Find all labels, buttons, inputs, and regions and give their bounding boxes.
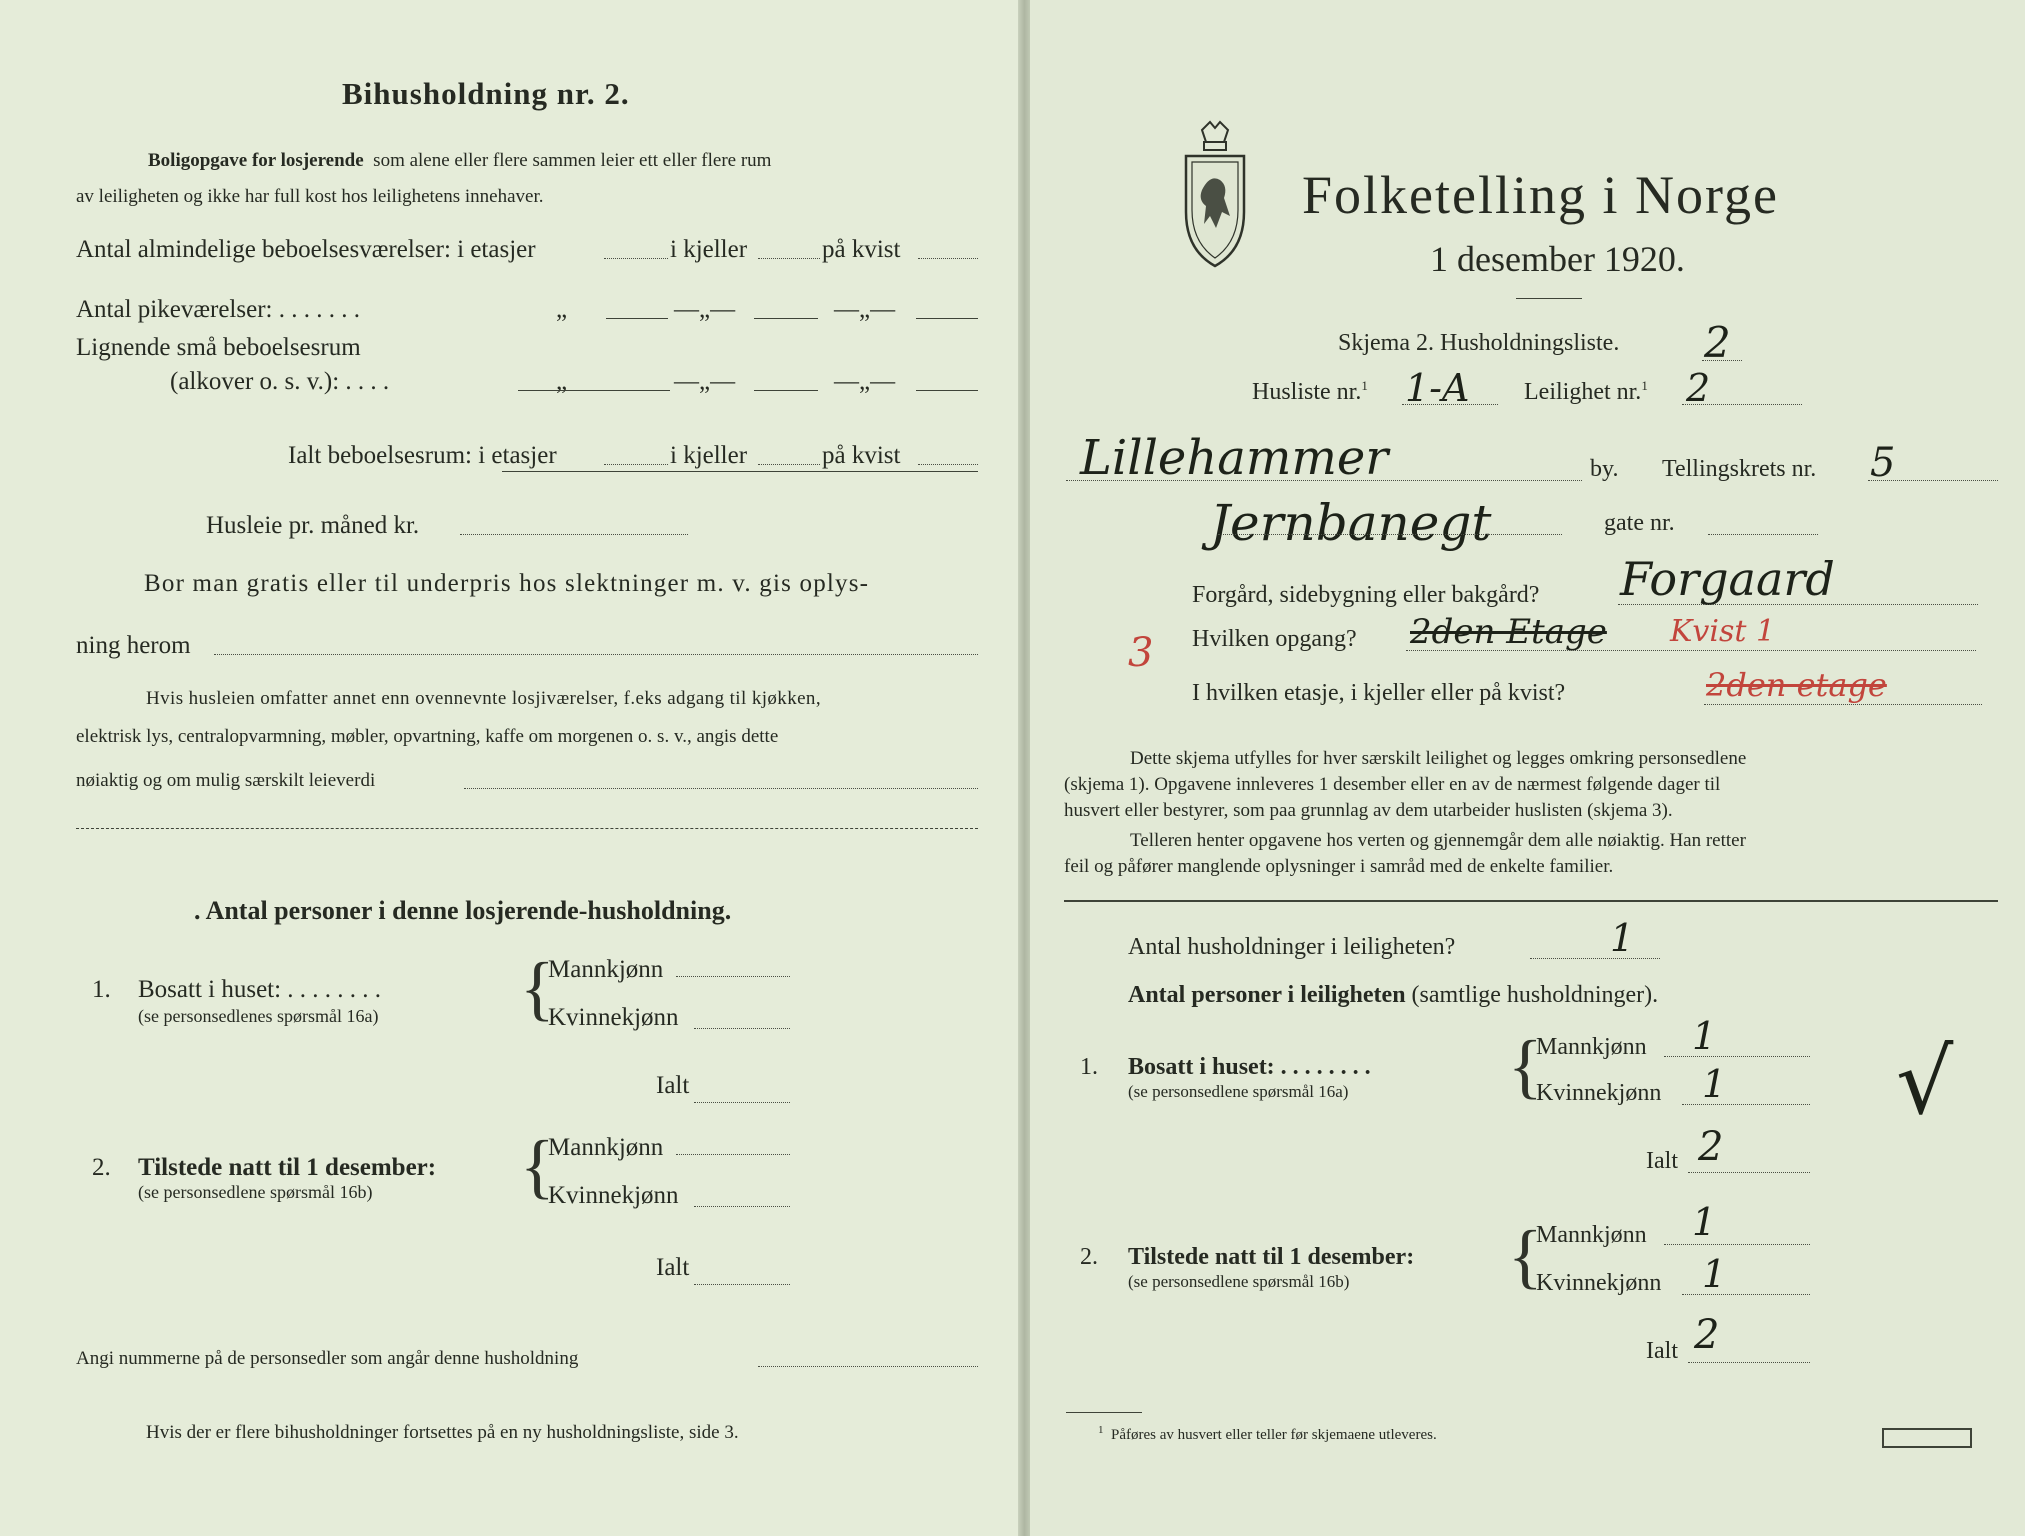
q1-brace: {	[520, 948, 555, 1028]
r-q1-label: Bosatt i huset: . . . . . . . .	[1128, 1054, 1371, 1080]
husliste-value: 1-A	[1405, 366, 1470, 410]
gate-field[interactable]	[1218, 534, 1562, 535]
note-line-5: feil og påfører manglende oplysninger i samråd med de enkelte familier.	[1064, 856, 1614, 877]
note-line-1: Dette skjema utfylles for hver særskilt leilighet og legges omkring personsedlene	[1130, 748, 1747, 769]
pike-ditto-3: —„—	[834, 296, 896, 323]
r-q2-mann-label: Mannkjønn	[1536, 1222, 1647, 1248]
r-q1-mann-field[interactable]	[1664, 1056, 1810, 1057]
lignende-ditto-3: —„—	[834, 368, 896, 395]
q2-mann-field[interactable]	[676, 1154, 790, 1155]
hvilken-value: 2den Etage	[1410, 612, 1607, 652]
by-value: Lillehammer	[1080, 430, 1389, 486]
lignende-ditto: „	[556, 368, 568, 395]
r-q1-mann-value: 1	[1692, 1014, 1717, 1058]
r-q2-mann-field[interactable]	[1664, 1244, 1810, 1245]
leilighet-label: Leilighet nr.$^1$	[1524, 378, 1648, 405]
section-rule	[1064, 900, 1998, 902]
pike-kjeller-field[interactable]	[754, 318, 818, 319]
q2-mann-label: Mannkjønn	[548, 1134, 664, 1161]
husholdningsliste-field[interactable]	[1702, 360, 1742, 361]
angi-label: Angi nummerne på de personsedler som angår denne husholdning	[76, 1348, 579, 1369]
antal-alm-label: Antal almindelige beboelsesværelser: i etasjer	[76, 236, 536, 263]
intro-bold: Boligopgave for losjerende	[148, 150, 364, 171]
etasje-label: I hvilken etasje, i kjeller eller på kvist?	[1192, 680, 1566, 706]
coat-of-arms-icon	[1180, 120, 1250, 270]
q2-ref: (se personsedlene spørsmål 16b)	[138, 1182, 373, 1202]
forgaard-value: Forgaard	[1620, 552, 1835, 606]
alm-etasjer-field[interactable]	[604, 258, 668, 259]
angi-field[interactable]	[758, 1366, 978, 1367]
census-date: 1 desember 1920.	[1430, 239, 1685, 279]
lignende-label-2: (alkover o. s. v.): . . . .	[170, 368, 390, 395]
q2-ialt-label: Ialt	[656, 1254, 690, 1281]
husleie-label: Husleie pr. måned kr.	[206, 512, 420, 539]
hvilken-label: Hvilken opgang?	[1192, 626, 1357, 652]
right-title: Folketelling i Norge	[1302, 165, 1779, 225]
alm-kvist-field[interactable]	[918, 258, 978, 259]
intro-line-2: av leiligheten og ikke har full kost hos leilighetens innehaver.	[76, 186, 544, 207]
q2-label: Tilstede natt til 1 desember:	[138, 1154, 437, 1181]
q2-brace: {	[520, 1126, 555, 1206]
title-rule	[1516, 298, 1582, 299]
hvis-line-3: nøiaktig og om mulig særskilt leieverdi	[76, 770, 376, 791]
r-q1-kvinne-field[interactable]	[1682, 1104, 1810, 1105]
by-label: by.	[1590, 456, 1619, 482]
footnote: $^1$ Påføres av husvert eller teller før skjemaene utleveres.	[1098, 1424, 1437, 1443]
antal-hush-label: Antal husholdninger i leiligheten?	[1128, 934, 1456, 960]
husleie-field[interactable]	[460, 534, 688, 535]
q1-ref: (se personsedlenes spørsmål 16a)	[138, 1006, 379, 1026]
r-q2-num: 2.	[1080, 1244, 1098, 1270]
q1-ialt-label: Ialt	[656, 1072, 690, 1099]
antal-hush-field[interactable]	[1530, 958, 1660, 959]
r-q1-ialt-value: 2	[1698, 1124, 1724, 1170]
gate-value: Jernbanegt	[1210, 494, 1492, 552]
antal-personer-heading: . Antal personer i denne losjerende-husholdning.	[194, 896, 732, 925]
lignende-kvist-field[interactable]	[916, 390, 978, 391]
r-q2-brace: {	[1508, 1216, 1543, 1296]
husliste-label: Husliste nr.$^1$	[1252, 378, 1368, 405]
r-q2-label: Tilstede natt til 1 desember:	[1128, 1244, 1415, 1270]
r-q2-kvinne-value: 1	[1702, 1252, 1727, 1296]
hvilken-field[interactable]	[1406, 650, 1976, 651]
ialt-kvist-label: på kvist	[822, 442, 901, 469]
gate-nr-field[interactable]	[1708, 534, 1818, 535]
husholdningsliste-value: 2	[1704, 318, 1731, 367]
ialt-kjeller-label: i kjeller	[670, 442, 748, 469]
note-line-2: (skjema 1). Opgavene innleveres 1 desember eller en av de nærmest følgende dager til	[1064, 774, 1721, 795]
etasje-red-value: 2den etage	[1706, 666, 1887, 704]
q1-kvinne-label: Kvinnekjønn	[548, 1004, 679, 1031]
r-q1-ref: (se personsedlene spørsmål 16a)	[1128, 1082, 1349, 1101]
pike-ditto: „	[556, 296, 568, 323]
lignende-label-1: Lignende små beboelsesrum	[76, 334, 361, 361]
leieverdi-field[interactable]	[464, 788, 978, 789]
hvis-flere-text: Hvis der er flere bihusholdninger fortsettes på en ny husholdningsliste, side 3.	[146, 1422, 739, 1443]
forgaard-field[interactable]	[1618, 604, 1978, 605]
tellingskrets-value: 5	[1870, 440, 1896, 486]
tellingskrets-field[interactable]	[1868, 480, 1998, 481]
lignende-ditto-2: —„—	[674, 368, 736, 395]
antal-pers-rest: (samtlige husholdninger).	[1411, 982, 1659, 1008]
pike-ditto-2: —„—	[674, 296, 736, 323]
r-q2-ref: (se personsedlene spørsmål 16b)	[1128, 1272, 1350, 1291]
ialt-etasjer-field[interactable]	[604, 464, 668, 465]
ning-herom-label: ning herom	[76, 632, 191, 659]
r-q1-ialt-label: Ialt	[1646, 1148, 1678, 1174]
alm-kjeller-label: i kjeller	[670, 236, 748, 263]
r-q2-ialt-field[interactable]	[1688, 1362, 1810, 1363]
q1-num: 1.	[92, 976, 111, 1003]
bor-man-text: Bor man gratis eller til underpris hos slektninger m. v. gis oplys-	[144, 570, 870, 597]
right-page	[1030, 0, 2025, 1536]
q2-num: 2.	[92, 1154, 111, 1181]
alm-kjeller-field[interactable]	[758, 258, 820, 259]
printer-stamp-icon	[1882, 1428, 1972, 1448]
ialt-kjeller-field[interactable]	[758, 464, 820, 465]
left-title: Bihusholdning nr. 2.	[342, 76, 630, 111]
q2-ialt-field[interactable]	[694, 1284, 790, 1285]
antal-pike-label: Antal pikeværelser: . . . . . . .	[76, 296, 360, 323]
skjema-label: Skjema 2. Husholdningsliste.	[1338, 330, 1620, 356]
r-q1-ialt-field[interactable]	[1688, 1172, 1810, 1173]
margin-red-number: 3	[1128, 630, 1154, 676]
ialt-underline	[502, 471, 978, 472]
r-q1-kvinne-label: Kvinnekjønn	[1536, 1080, 1662, 1106]
intro-line-1	[148, 150, 771, 172]
husliste-field[interactable]	[1402, 404, 1498, 405]
antal-pers-bold: Antal personer i leiligheten	[1128, 982, 1406, 1008]
q2-kvinne-field[interactable]	[694, 1206, 790, 1207]
leilighet-value: 2	[1686, 366, 1711, 410]
note-line-3: husvert eller bestyrer, som paa grunnlag av dem utarbeider huslisten (skjema 3).	[1064, 800, 1673, 821]
hvis-line-1: Hvis husleien omfatter annet enn ovennevnte losjiværelser, f.eks adgang til kjøkken,	[146, 688, 821, 709]
q1-mann-label: Mannkjønn	[548, 956, 664, 983]
r-q1-num: 1.	[1080, 1054, 1098, 1080]
r-q1-brace: {	[1508, 1026, 1543, 1106]
r-q1-mann-label: Mannkjønn	[1536, 1034, 1647, 1060]
antal-hush-value: 1	[1610, 916, 1635, 960]
ialt-kvist-field[interactable]	[918, 464, 978, 465]
r-q2-kvinne-label: Kvinnekjønn	[1536, 1270, 1662, 1296]
herom-field[interactable]	[214, 654, 978, 655]
note-line-4: Telleren henter opgavene hos verten og gjennemgår dem alle nøiaktig. Han retter	[1130, 830, 1746, 851]
lignende-etasjer-field[interactable]	[518, 390, 670, 391]
leieverdi-extra-line[interactable]	[76, 828, 978, 829]
antal-pers-heading	[1128, 982, 1658, 1009]
tellingskrets-label: Tellingskrets nr.	[1662, 456, 1817, 482]
r-q2-kvinne-field[interactable]	[1682, 1294, 1810, 1295]
by-field[interactable]	[1066, 480, 1582, 481]
pike-kvist-field[interactable]	[916, 318, 978, 319]
q1-mann-field[interactable]	[676, 976, 790, 977]
intro-rest: som alene eller flere sammen leier ett eller flere rum	[373, 150, 772, 171]
forgaard-label: Forgård, sidebygning eller bakgård?	[1192, 582, 1540, 608]
pike-etasjer-field[interactable]	[606, 318, 668, 319]
q1-label: Bosatt i huset: . . . . . . . .	[138, 976, 382, 1003]
r-q2-ialt-label: Ialt	[1646, 1338, 1678, 1364]
etasje-field[interactable]	[1704, 704, 1982, 705]
q2-kvinne-label: Kvinnekjønn	[548, 1182, 679, 1209]
q1-ialt-field[interactable]	[694, 1102, 790, 1103]
hvis-line-2: elektrisk lys, centralopvarmning, møbler, opvartning, kaffe om morgenen o. s. v., angis dette	[76, 726, 779, 747]
leilighet-field[interactable]	[1682, 404, 1802, 405]
r-q2-mann-value: 1	[1692, 1200, 1717, 1244]
lignende-kjeller-field[interactable]	[754, 390, 818, 391]
gate-label: gate nr.	[1604, 510, 1675, 536]
r-q1-kvinne-value: 1	[1702, 1062, 1727, 1106]
footnote-rule	[1066, 1412, 1142, 1413]
q1-kvinne-field[interactable]	[694, 1028, 790, 1029]
ialt-rum-label: Ialt beboelsesrum: i etasjer	[288, 442, 557, 469]
checkmark: √	[1896, 1030, 1954, 1135]
alm-kvist-label: på kvist	[822, 236, 901, 263]
hvilken-red-value: Kvist 1	[1670, 614, 1776, 649]
r-q2-ialt-value: 2	[1694, 1312, 1720, 1358]
